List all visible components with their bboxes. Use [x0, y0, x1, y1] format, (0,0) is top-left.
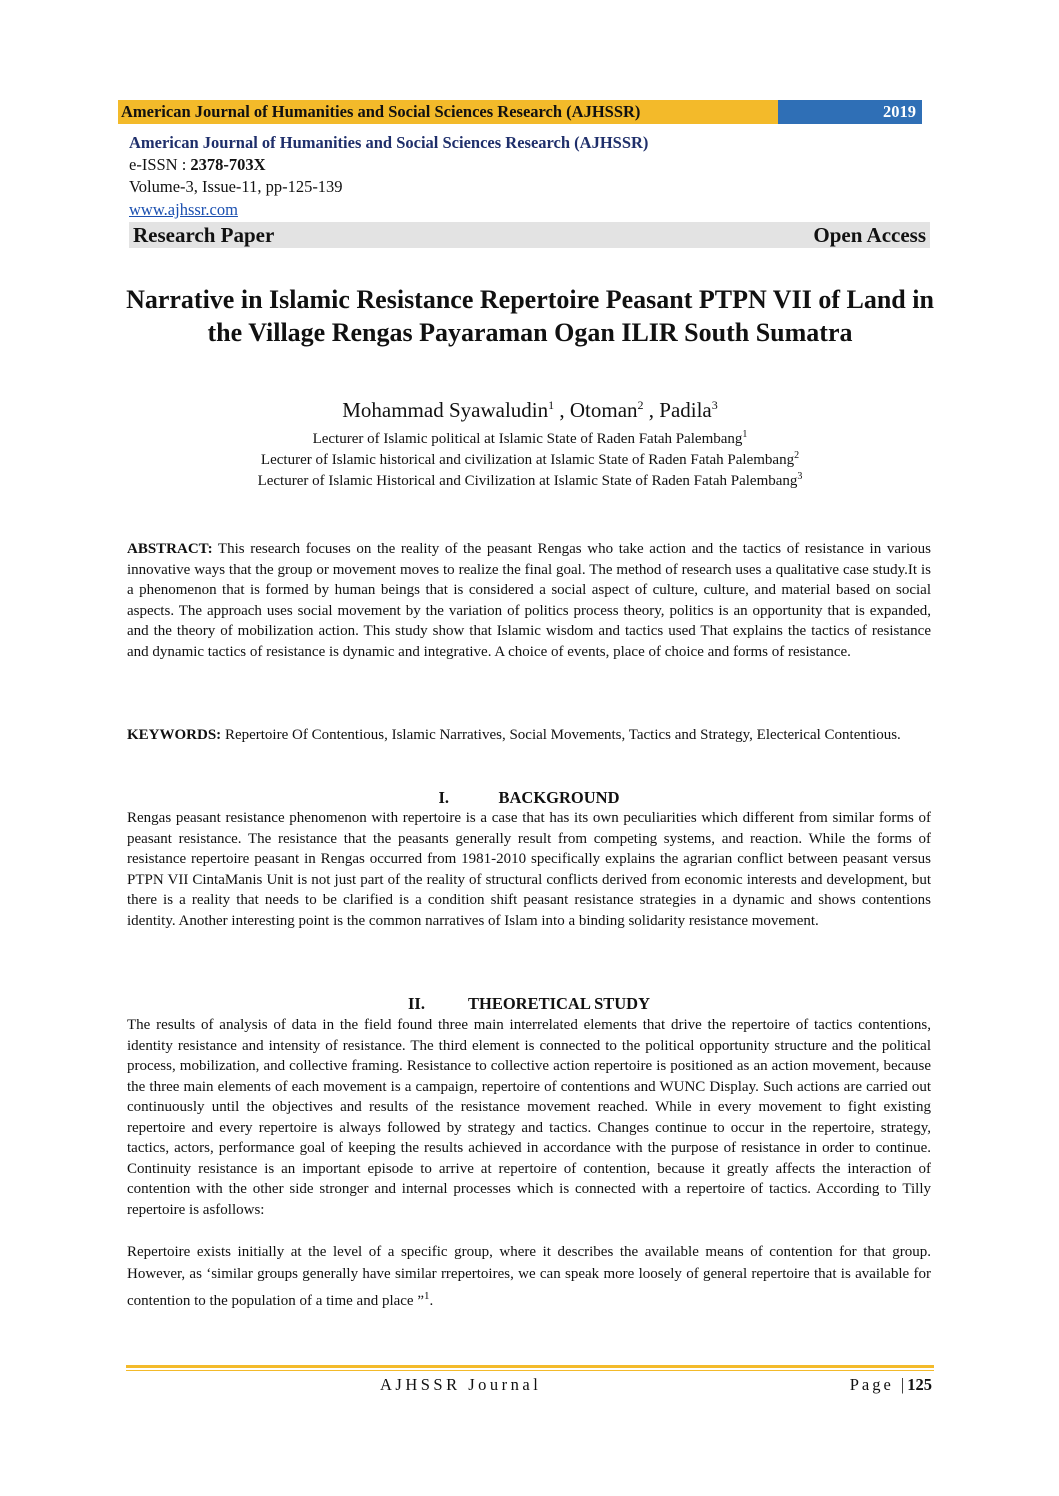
footer-rule — [126, 1365, 934, 1368]
author-name: Otoman — [569, 398, 638, 422]
affiliation-sup: 2 — [794, 450, 800, 461]
author-name: Padila — [659, 398, 712, 422]
section-title: BACKGROUND — [498, 788, 620, 807]
keywords-text: Repertoire Of Contentious, Islamic Narratives, Social Movements, Tactics and Strategy, Electerical Contentious. — [221, 727, 901, 743]
affiliation-sup: 1 — [742, 429, 748, 440]
keywords-label: KEYWORDS: — [127, 727, 222, 743]
volume-line: Volume-3, Issue-11, pp-125-139 — [129, 177, 343, 196]
section-number: II. — [407, 994, 425, 1013]
section-paragraph — [127, 1241, 931, 1312]
abstract-label: ABSTRACT: — [127, 541, 213, 557]
quote-text: Repertoire exists initially at the level of a specific group, where it describes the available means of contention for that group. However, as ‘similar groups generally have similar rrepertoires, we can speak more loosely of general repertoire that is available for contention to the population of a time and place ” — [127, 1244, 931, 1309]
author-name: Mohammad Syawaludin — [342, 398, 549, 422]
affiliation-text: Lecturer of Islamic political at Islamic State of Raden Fatah Palembang — [312, 431, 743, 447]
journal-name: American Journal of Humanities and Social Sciences Research (AJHSSR) — [129, 133, 649, 152]
affiliation — [118, 471, 942, 490]
section-heading-theoretical-study — [127, 994, 931, 1014]
footer-rule-thin — [126, 1370, 934, 1371]
section-paragraph: Rengas peasant resistance phenomenon with repertoire is a case that has its own peculiarities which different from similar forms of peasant resistance. The resistance that the peasants generally result from competing systems, and reaction. While the forms of resistance repertoire peasant in Rengas occurred from 1981-2010 specifically explains the agrarian conflict between peasant versus PTPN VII CintaManis Unit is not just part of the reality of structural conflicts derived from economic interests and development, but there is a reality that needs to be clarified is a condition shift peasant resistance strategies in a dynamic and shows contentions identity. Another interesting point is the common narratives of Islam into a binding solidarity resistance movement. — [127, 810, 931, 929]
abstract — [127, 539, 931, 662]
running-header-journal: American Journal of Humanities and Social Sciences Research (AJHSSR) — [118, 100, 778, 124]
quote-end-mark: . — [429, 1293, 434, 1309]
section-title: THEORETICAL STUDY — [467, 994, 650, 1013]
access-type: Open Access — [813, 222, 926, 247]
footer-page — [800, 1375, 932, 1395]
footnote-ref[interactable]: 1 — [424, 1290, 430, 1302]
paper-type-bar — [129, 222, 930, 248]
footer-journal: AJHSSR Journal — [380, 1375, 542, 1394]
affiliation-sup: 3 — [797, 471, 803, 482]
running-header — [118, 100, 922, 124]
issn-label: e-ISSN : — [129, 155, 191, 174]
authors-line — [118, 398, 942, 423]
affiliation-text: Lecturer of Islamic Historical and Civilization at Islamic State of Raden Fatah Palembang — [257, 473, 798, 489]
paper-type: Research Paper — [133, 222, 275, 247]
affiliation — [118, 429, 942, 448]
section-paragraph: The results of analysis of data in the field found three main interrelated elements that drive the repertoire of tactics contentions, identity resistance and intensity of resistance. The third element is connected to the political opportunity structure and the political process, mobilization, and collective framing. Resistance to collective action repertoire is positioned as an action movement, because the three main elements of each movement is a campaign, repertoire of contentions and WUNC Display. Such actions are carried out continuously until the objectives and results of the resistance movement reached. While in every movement to fight existing repertoire and every repertoire is always followed by strategy and tactics. Changes continue to occur in the repertoire, strategy, tactics, actors, performance goal of keeping the results achieved in accordance with the purpose of resistance in order to continue. Continuity resistance is an important episode to arrive at repertoire of contention, because it greatly affects the interaction of contention with the other side stronger and internal processes which is connected with a repertoire of tactics. According to Tilly repertoire is asfollows: — [127, 1017, 931, 1218]
footer-page-number: 125 — [907, 1375, 932, 1394]
affiliation-text: Lecturer of Islamic historical and civilization at Islamic State of Raden Fatah Palembang — [260, 452, 795, 468]
paper-title: Narrative in Islamic Resistance Repertoire Peasant PTPN VII of Land in the Village Rengas Payaraman Ogan ILIR South Sumatra — [126, 285, 934, 347]
author-sup: 2 — [637, 398, 644, 412]
section-number: I. — [438, 788, 450, 807]
keywords — [127, 725, 931, 746]
footer-page-label: Page | — [849, 1375, 908, 1394]
author-separator: , — [554, 398, 570, 422]
author-separator: , — [643, 398, 660, 422]
website-link[interactable]: www.ajhssr.com — [129, 200, 238, 219]
abstract-text: This research focuses on the reality of the peasant Rengas who take action and the tactics of resistance in various innovative ways that the group or movement moves to realize the final goal. The method of research uses a qualitative case study.It is a phenomenon that is formed by human beings that is considered a social aspect of culture, culture, and material based on social aspects. The approach uses social movement by the variation of politics process theory, politics is an opportunity that is expanded, and the theory of mobilization action. This study show that Islamic wisdom and tactics used That explains the tactics of resistance and dynamic tactics of resistance is dynamic and integrative. A choice of events, place of choice and forms of resistance. — [127, 541, 931, 660]
running-header-year: 2019 — [778, 100, 922, 124]
section-heading-background — [127, 788, 931, 808]
affiliation — [118, 450, 942, 469]
author-sup: 3 — [711, 398, 718, 412]
issn-value: 2378-703X — [190, 155, 266, 174]
author-sup: 1 — [548, 398, 555, 412]
issn-line — [129, 155, 266, 175]
